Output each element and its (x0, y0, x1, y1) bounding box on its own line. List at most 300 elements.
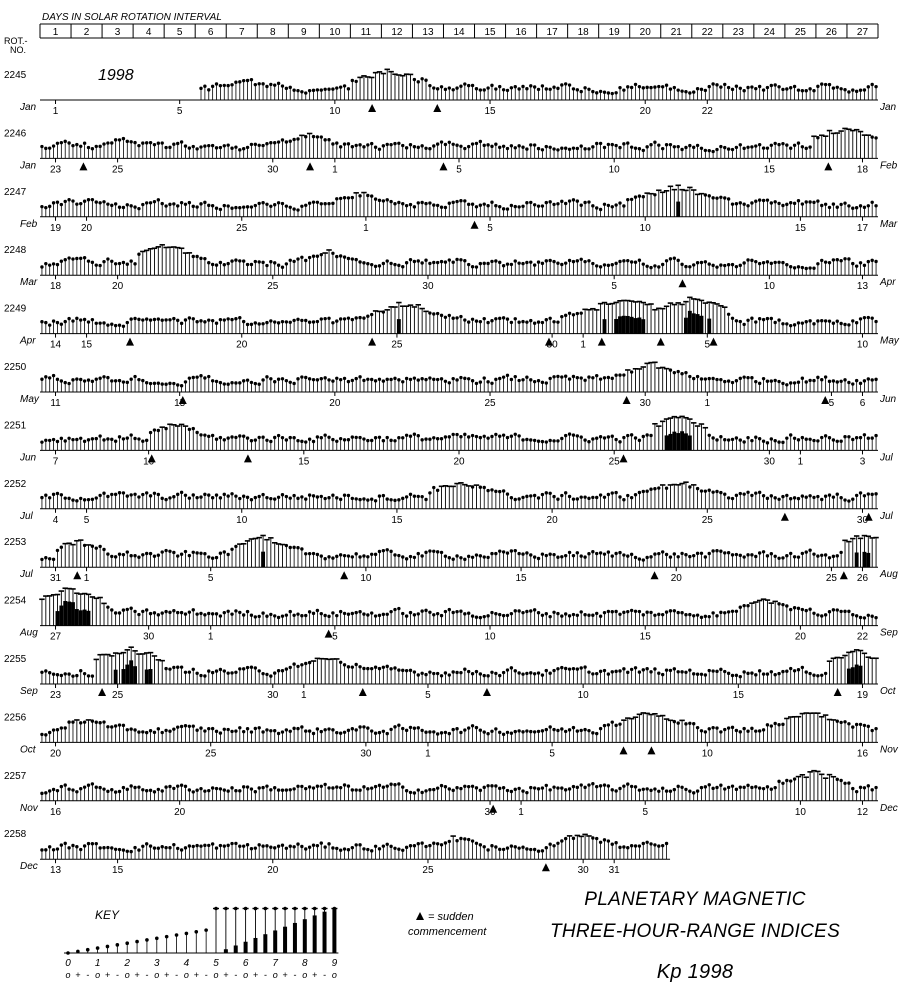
kp-point (475, 265, 478, 268)
kp-point (502, 88, 505, 91)
kp-point (750, 553, 753, 556)
kp-point (374, 436, 377, 439)
kp-point (568, 432, 571, 435)
kp-point (832, 86, 835, 89)
kp-point (389, 550, 392, 553)
sudden-commencement-marker (710, 338, 718, 346)
kp-point (529, 438, 532, 441)
kp-point (863, 494, 866, 497)
kp-point (630, 496, 633, 499)
kp-point (754, 87, 757, 90)
kp-point (839, 551, 842, 554)
sudden-commencement-marker (678, 279, 686, 287)
kp-point (785, 436, 788, 439)
kp-point (669, 669, 672, 672)
kp-point (292, 382, 295, 385)
rotation-row-2255 (40, 647, 879, 696)
kp-point (548, 200, 551, 203)
sudden-commencement-marker (244, 454, 252, 462)
kp-point (777, 85, 780, 88)
kp-point (436, 489, 439, 492)
date-tick-label: 15 (795, 223, 807, 234)
kp-point (254, 382, 257, 385)
kp-point (754, 260, 757, 263)
date-tick-label: 25 (267, 281, 279, 292)
kp-point (611, 143, 614, 146)
kp-point (358, 143, 361, 146)
kp-point (331, 556, 334, 559)
kp-point (137, 207, 140, 210)
kp-point (370, 263, 373, 266)
kp-point (638, 491, 641, 494)
kp-point (347, 380, 350, 383)
kp-point (374, 379, 377, 382)
kp-point (824, 434, 827, 437)
kp-point (773, 200, 776, 203)
kp-point (739, 675, 742, 678)
kp-point (417, 378, 420, 381)
kp-point (289, 496, 292, 499)
kp-point (459, 556, 462, 559)
kp-point (448, 435, 451, 438)
kp-point (789, 265, 792, 268)
kp-point (490, 435, 493, 438)
kp-point (64, 200, 67, 203)
kp-point (436, 142, 439, 145)
month-end-label: Jul (879, 452, 894, 463)
date-tick-label: 1 (53, 106, 59, 117)
kp-point (320, 88, 323, 91)
kp-point (510, 378, 513, 381)
kp-point (696, 144, 699, 147)
kp-point (572, 613, 575, 616)
kp-point (60, 322, 63, 325)
kp-point (354, 497, 357, 500)
kp-storm-fill (676, 202, 680, 217)
kp-point (638, 85, 641, 88)
kp-point (529, 84, 532, 87)
kp-point (378, 436, 381, 439)
kp-point (153, 611, 156, 614)
kp-point (382, 262, 385, 265)
kp-point (110, 493, 113, 496)
kp-point (580, 435, 583, 438)
kp-point (133, 437, 136, 440)
kp-storm-fill (637, 318, 641, 334)
kp-point (273, 203, 276, 206)
kp-point (603, 552, 606, 555)
kp-point (192, 317, 195, 320)
kp-point (463, 612, 466, 615)
kp-point (277, 669, 280, 672)
kp-point (719, 85, 722, 88)
kp-point (172, 495, 175, 498)
kp-point (145, 608, 148, 611)
month-start-label: Mar (20, 277, 38, 288)
kp-point (490, 84, 493, 87)
kp-point (316, 495, 319, 498)
kp-point (292, 614, 295, 617)
kp-point (498, 674, 501, 677)
kp-point (393, 202, 396, 205)
kp-point (83, 440, 86, 443)
kp-point (607, 143, 610, 146)
day-header-label: 20 (640, 27, 652, 38)
kp-point (374, 665, 377, 668)
kp-point (91, 674, 94, 677)
kp-point (525, 147, 528, 150)
date-tick-label: 17 (857, 223, 869, 234)
kp-point (874, 320, 877, 323)
kp-point (254, 83, 257, 86)
kp-point (393, 666, 396, 669)
kp-point (215, 207, 218, 210)
kp-point (580, 495, 583, 498)
kp-point (548, 146, 551, 149)
kp-point (560, 437, 563, 440)
date-tick-label: 22 (857, 632, 869, 643)
kp-point (292, 319, 295, 322)
kp-point (587, 200, 590, 203)
kp-point (591, 262, 594, 265)
kp-point (754, 555, 757, 558)
kp-point (122, 437, 125, 440)
kp-point (292, 89, 295, 92)
kp-point (808, 379, 811, 382)
kp-point (382, 199, 385, 202)
day-header-label: 24 (764, 27, 776, 38)
rotation-row-2253 (40, 535, 879, 579)
kp-point (444, 143, 447, 146)
kp-point (576, 147, 579, 150)
kp-point (502, 145, 505, 148)
kp-point (739, 201, 742, 204)
kp-point (254, 496, 257, 499)
kp-point (638, 439, 641, 442)
kp-point (122, 608, 125, 611)
kp-point (704, 193, 707, 196)
kp-point (226, 383, 229, 386)
kp-point (129, 204, 132, 207)
kp-point (261, 611, 264, 614)
kp-point (184, 612, 187, 615)
kp-point (261, 436, 264, 439)
kp-point (684, 613, 687, 616)
kp-point (106, 257, 109, 260)
kp-point (110, 204, 113, 207)
kp-point (587, 670, 590, 673)
kp-point (180, 553, 183, 556)
kp-point (770, 144, 773, 147)
kp-point (370, 142, 373, 145)
kp-point (257, 436, 260, 439)
kp-point (378, 494, 381, 497)
kp-point (428, 491, 431, 494)
kp-point (366, 439, 369, 442)
kp-point (808, 548, 811, 551)
kp-point (269, 260, 272, 263)
kp-point (172, 202, 175, 205)
kp-point (556, 612, 559, 615)
kp-point (444, 610, 447, 613)
kp-point (704, 615, 707, 618)
kp-point (781, 556, 784, 559)
kp-point (463, 433, 466, 436)
kp-point (851, 438, 854, 441)
month-start-label: Jun (19, 452, 37, 463)
kp-point (766, 86, 769, 89)
kp-point (386, 497, 389, 500)
kp-point (708, 194, 711, 197)
kp-point (417, 201, 420, 204)
kp-point (234, 145, 237, 148)
rotation-number: 2251 (4, 420, 27, 431)
kp-point (401, 202, 404, 205)
kp-storm-fill (862, 552, 866, 567)
kp-point (502, 671, 505, 674)
kp-point (455, 433, 458, 436)
kp-point (436, 87, 439, 90)
kp-point (583, 201, 586, 204)
kp-point (382, 549, 385, 552)
kp-point (595, 496, 598, 499)
kp-point (696, 487, 699, 490)
kp-point (762, 199, 765, 202)
kp-point (75, 317, 78, 320)
kp-point (203, 144, 206, 147)
kp-point (413, 376, 416, 379)
kp-point (378, 199, 381, 202)
kp-point (238, 611, 241, 614)
kp-point (661, 673, 664, 676)
kp-point (401, 380, 404, 383)
kp-point (556, 261, 559, 264)
kp-point (71, 674, 74, 677)
kp-point (611, 263, 614, 266)
kp-point (851, 319, 854, 322)
kp-point (52, 493, 55, 496)
kp-point (851, 262, 854, 265)
kp-point (502, 375, 505, 378)
kp-point (568, 667, 571, 670)
day-header-label: 12 (391, 27, 403, 38)
kp-point (238, 80, 241, 83)
kp-point (836, 608, 839, 611)
kp-point (731, 148, 734, 151)
kp-point (731, 674, 734, 677)
kp-point (587, 440, 590, 443)
kp-point (223, 611, 226, 614)
kp-point (366, 667, 369, 670)
kp-point (114, 324, 117, 327)
kp-point (742, 604, 745, 607)
kp-point (153, 200, 156, 203)
kp-point (242, 205, 245, 208)
kp-point (289, 259, 292, 262)
kp-point (634, 260, 637, 263)
kp-point (483, 202, 486, 205)
kp-point (816, 495, 819, 498)
kp-point (483, 376, 486, 379)
kp-point (816, 262, 819, 265)
kp-point (362, 379, 365, 382)
date-tick-label: 5 (487, 223, 493, 234)
kp-point (595, 206, 598, 209)
month-end-label: Jun (879, 394, 897, 405)
kp-point (521, 320, 524, 323)
kp-point (347, 257, 350, 260)
kp-point (242, 667, 245, 670)
kp-point (56, 321, 59, 324)
kp-point (95, 263, 98, 266)
kp-point (746, 553, 749, 556)
kp-point (727, 86, 730, 89)
kp-point (79, 318, 82, 321)
kp-point (486, 556, 489, 559)
kp-point (556, 320, 559, 323)
kp-point (250, 78, 253, 81)
kp-point (832, 379, 835, 382)
kp-point (700, 377, 703, 380)
kp-point (300, 547, 303, 550)
kp-point (420, 144, 423, 147)
sudden-commencement-marker (657, 338, 665, 346)
kp-point (451, 143, 454, 146)
kp-point (614, 203, 617, 206)
kp-point (64, 496, 67, 499)
kp-storm-fill (83, 610, 87, 626)
kp-point (339, 85, 342, 88)
kp-point (533, 439, 536, 442)
kp-point (300, 205, 303, 208)
kp-point (234, 81, 237, 84)
kp-point (417, 673, 420, 676)
kp-point (366, 378, 369, 381)
kp-point (859, 204, 862, 207)
kp-point (172, 382, 175, 385)
kp-point (676, 259, 679, 262)
kp-point (122, 491, 125, 494)
kp-point (471, 672, 474, 675)
sudden-commencement-marker (623, 396, 631, 404)
day-header-label: 5 (177, 27, 183, 38)
kp-point (789, 201, 792, 204)
day-header-label: 10 (329, 27, 341, 38)
kp-point (230, 83, 233, 86)
kp-point (199, 145, 202, 148)
kp-point (611, 491, 614, 494)
kp-point (238, 206, 241, 209)
kp-point (110, 438, 113, 441)
kp-point (40, 496, 43, 499)
kp-point (614, 91, 617, 94)
kp-point (273, 671, 276, 674)
date-tick-label: 11 (50, 398, 61, 409)
kp-point (688, 613, 691, 616)
kp-point (141, 318, 144, 321)
kp-point (323, 376, 326, 379)
kp-point (157, 382, 160, 385)
kp-point (320, 612, 323, 615)
kp-point (688, 375, 691, 378)
day-header-label: 23 (733, 27, 745, 38)
kp-point (708, 489, 711, 492)
kp-point (552, 439, 555, 442)
kp-point (700, 147, 703, 150)
kp-point (548, 317, 551, 320)
kp-point (517, 552, 520, 555)
kp-point (265, 321, 268, 324)
kp-point (870, 493, 873, 496)
kp-point (486, 262, 489, 265)
kp-point (137, 318, 140, 321)
kp-point (739, 264, 742, 267)
kp-point (114, 379, 117, 382)
kp-point (832, 202, 835, 205)
kp-point (323, 497, 326, 500)
kp-point (234, 545, 237, 548)
kp-point (715, 670, 718, 673)
kp-point (789, 667, 792, 670)
kp-point (378, 378, 381, 381)
kp-point (366, 498, 369, 501)
kp-point (114, 202, 117, 205)
kp-point (316, 609, 319, 612)
kp-point (758, 551, 761, 554)
kp-point (552, 203, 555, 206)
kp-point (587, 147, 590, 150)
kp-point (230, 435, 233, 438)
kp-point (603, 436, 606, 439)
kp-point (855, 206, 858, 209)
date-tick-label: 15 (298, 456, 310, 467)
date-tick-label: 20 (329, 398, 341, 409)
kp-point (102, 492, 105, 495)
kp-point (331, 611, 334, 614)
kp-storm-fill (261, 552, 265, 568)
kp-point (529, 378, 532, 381)
kp-point (739, 87, 742, 90)
kp-point (176, 554, 179, 557)
kp-point (335, 496, 338, 499)
kp-point (591, 90, 594, 93)
kp-point (812, 379, 815, 382)
kp-point (649, 488, 652, 491)
kp-point (459, 145, 462, 148)
kp-point (739, 492, 742, 495)
date-tick-label: 25 (236, 223, 248, 234)
kp-point (564, 314, 567, 317)
kp-point (389, 262, 392, 265)
kp-point (292, 207, 295, 210)
kp-point (545, 491, 548, 494)
kp-point (576, 497, 579, 500)
kp-point (397, 554, 400, 557)
kp-point (199, 552, 202, 555)
kp-point (517, 261, 520, 264)
kp-point (638, 194, 641, 197)
kp-point (448, 381, 451, 384)
kp-point (715, 490, 718, 493)
kp-point (164, 498, 167, 501)
kp-point (735, 494, 738, 497)
kp-point (754, 491, 757, 494)
kp-point (234, 258, 237, 261)
kp-point (199, 87, 202, 90)
kp-point (870, 316, 873, 319)
kp-point (246, 146, 249, 149)
kp-point (269, 613, 272, 616)
